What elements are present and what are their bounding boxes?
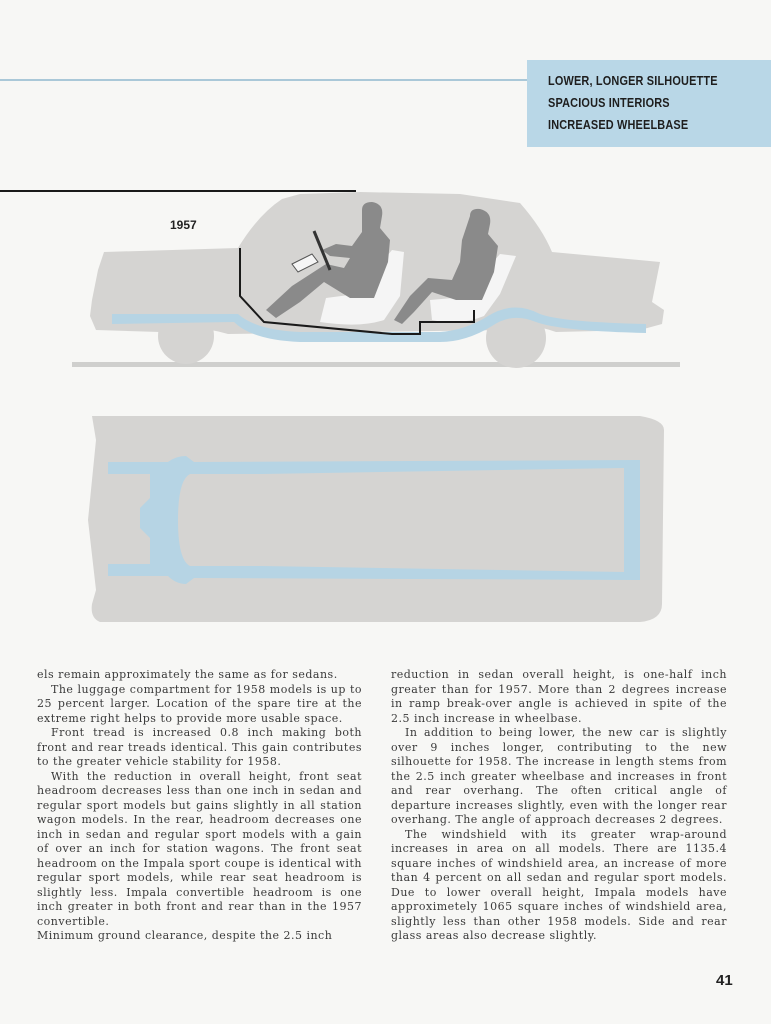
text-column-right: [391, 668, 727, 944]
text-column-left: [37, 668, 362, 944]
page-number: 41: [716, 972, 733, 989]
paragraph: Front tread is increased 0.8 inch making both front and rear treads identical. This gain contributes to the greater vehicle stability for 1958.: [37, 726, 362, 768]
ground-line: [72, 362, 680, 367]
paragraph: Minimum ground clearance, despite the 2.5 inch: [37, 929, 333, 942]
paragraph: The windshield with its greater wrap-around increases in area on all models. There are 1135.4 square inches of windshield area, an increase of more than 4 percent on all sedan and regular sport models. Due to lower overall height, Impala models have approximetely 1065 square inches of windshield area, slightly less than other 1958 models. Side and rear glass areas also decrease slightly.: [391, 827, 727, 942]
paragraph: reduction in sedan overall height, is one-half inch greater than for 1957. More than 2 degrees increase in ramp break-over angle is achieved in spite of the 2.5 inch increase in wheelbase.: [391, 668, 727, 725]
header-line-3: INCREASED WHEELBASE: [548, 117, 689, 132]
header-line-1: LOWER, LONGER SILHOUETTE: [548, 73, 718, 88]
paragraph: With the reduction in overall height, front seat headroom decreases less than one inch in sedan and regular sport models but gains slightly in all station wagon models. In the rear, headroom decreases one inch in sedan and regular sport models with a gain of over an inch for station wagons. The front seat headroom on the Impala sport coupe is identical with regular sport models, while rear seat headroom is slightly less. Impala convertible headroom is one inch greater in both front and rear than in the 1957 convertible.: [37, 769, 362, 928]
year-label: 1957: [170, 218, 197, 232]
paragraph: The luggage compartment for 1958 models is up to 25 percent larger. Location of the spare tire at the extreme right helps to provide more usable space.: [37, 682, 362, 725]
header-line-2: SPACIOUS INTERIORS: [548, 95, 670, 110]
paragraph: In addition to being lower, the new car is slightly over 9 inches longer, contributing to the new silhouette for 1958. The increase in length stems from the 2.5 inch greater wheelbase and increases in front and rear overhang. The often critical angle of departure increases slightly, even with the longer rear overhang. The angle of approach decreases 2 degrees.: [391, 726, 727, 826]
paragraph: els remain approximately the same as for sedans.: [37, 668, 338, 681]
